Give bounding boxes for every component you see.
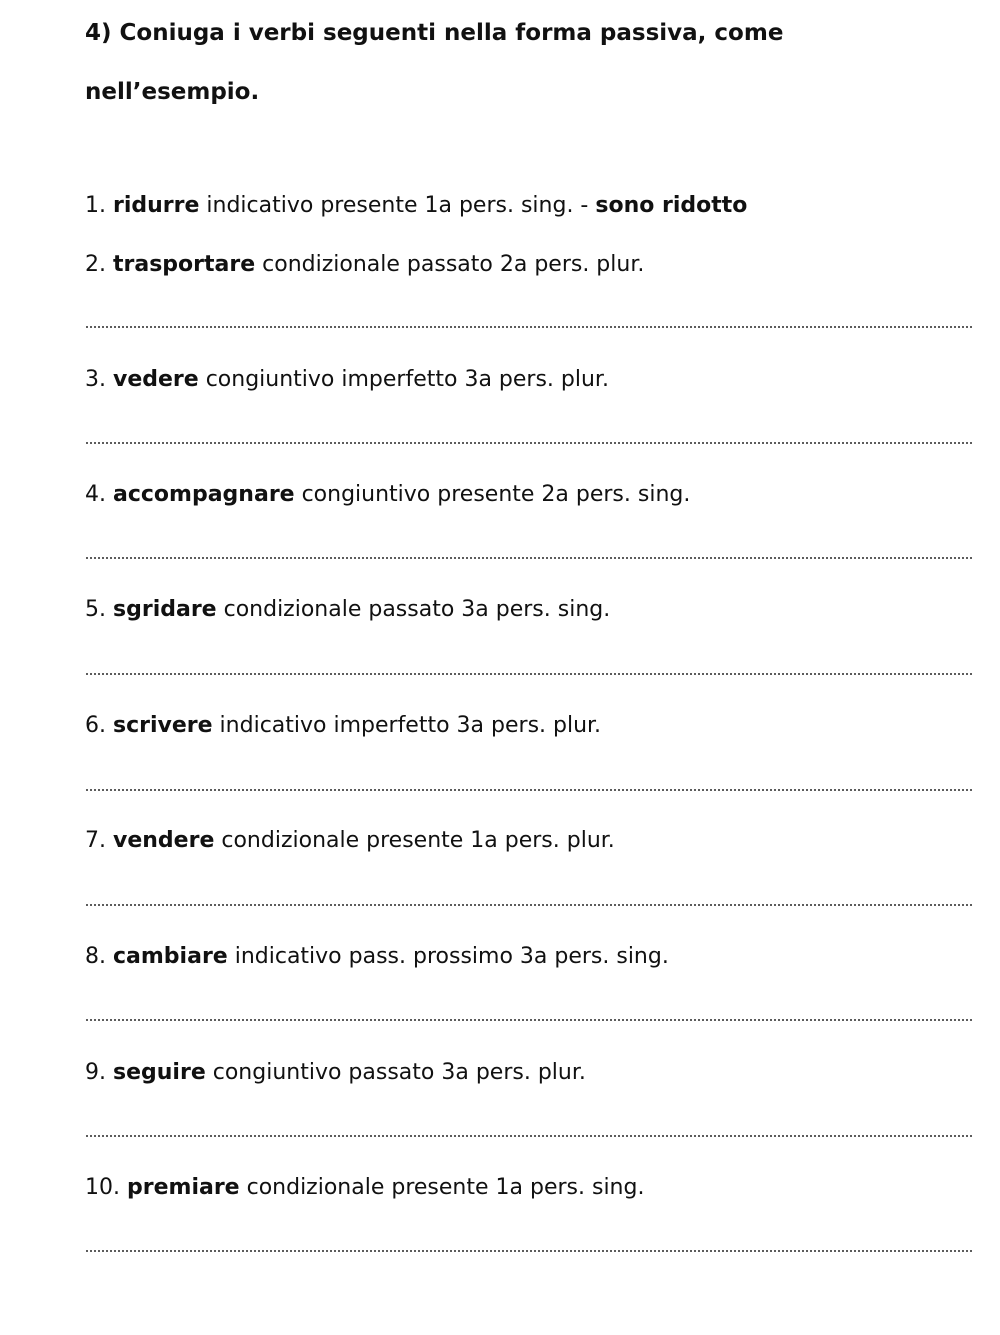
answer-line-10[interactable] [85, 1250, 972, 1252]
answer-line-9[interactable] [85, 1135, 972, 1137]
item-description: indicativo pass. prossimo 3a pers. sing. [227, 944, 669, 969]
answer-line-8[interactable] [85, 1019, 972, 1021]
exercise-item-6 [85, 712, 975, 740]
exercise-item-3 [85, 366, 975, 394]
item-number: 2. [85, 252, 106, 277]
answer-line-3[interactable] [85, 442, 972, 444]
answer-line-5[interactable] [85, 673, 972, 675]
item-verb: vedere [113, 367, 199, 392]
answer-line-6[interactable] [85, 789, 972, 791]
item-description: condizionale passato 3a pers. sing. [216, 597, 611, 622]
item-verb: accompagnare [113, 482, 295, 507]
exercise-item-5 [85, 596, 975, 624]
item-description: condizionale passato 2a pers. plur. [255, 252, 645, 277]
item-number: 7. [85, 828, 106, 853]
item-description: condizionale presente 1a pers. plur. [214, 828, 615, 853]
item-number: 1. [85, 193, 106, 218]
item-description: indicativo presente 1a pers. sing. - [199, 193, 596, 218]
item-number: 10. [85, 1175, 120, 1200]
answer-line-7[interactable] [85, 904, 972, 906]
item-description: indicativo imperfetto 3a pers. plur. [212, 713, 602, 738]
exercise-item-9 [85, 1059, 975, 1087]
item-verb: ridurre [113, 193, 200, 218]
exercise-item-8 [85, 943, 975, 971]
item-number: 4. [85, 482, 106, 507]
answer-line-4[interactable] [85, 557, 972, 559]
item-number: 3. [85, 367, 106, 392]
item-description: congiuntivo imperfetto 3a pers. plur. [198, 367, 609, 392]
item-verb: scrivere [113, 713, 213, 738]
item-verb: cambiare [113, 944, 228, 969]
exercise-item-2 [85, 251, 975, 279]
exercise-title-line-1: 4) Coniuga i verbi seguenti nella forma passiva, come [85, 20, 784, 46]
item-number: 6. [85, 713, 106, 738]
item-verb: vendere [113, 828, 215, 853]
item-verb: trasportare [113, 252, 256, 277]
item-description: condizionale presente 1a pers. sing. [239, 1175, 645, 1200]
item-verb: seguire [113, 1060, 206, 1085]
exercise-item-1 [85, 192, 975, 220]
item-number: 5. [85, 597, 106, 622]
exercise-title-line-2: nell’esempio. [85, 79, 260, 105]
item-number: 8. [85, 944, 106, 969]
item-verb: premiare [127, 1175, 240, 1200]
exercise-item-4 [85, 481, 975, 509]
exercise-item-10 [85, 1174, 975, 1202]
answer-line-2[interactable] [85, 326, 972, 328]
item-number: 9. [85, 1060, 106, 1085]
item-description: congiuntivo passato 3a pers. plur. [205, 1060, 586, 1085]
item-description: congiuntivo presente 2a pers. sing. [294, 482, 691, 507]
exercise-item-7 [85, 827, 975, 855]
item-verb: sgridare [113, 597, 217, 622]
example-answer: sono ridotto [595, 193, 748, 218]
